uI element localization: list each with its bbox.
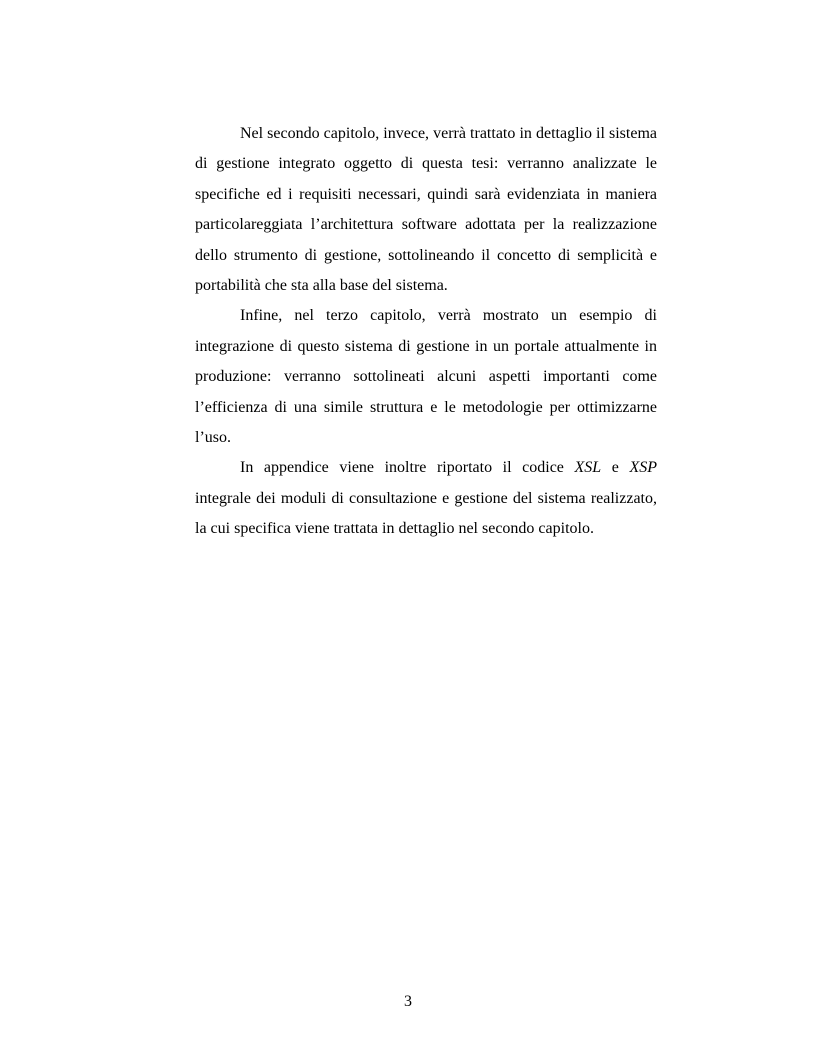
paragraph-text: Nel secondo capitolo, invece, verrà trattato in dettaglio il sistema di gestione integrato oggetto di questa tesi: verranno analizzate le specifiche ed i requisiti necessari, quindi sarà evidenziata in maniera particolareggiata l’architettura software adottata per la realizzazione dello strumento di gestione, sottolineando il concetto di semplicità e portabilità che sta alla base del sistema. (195, 125, 657, 295)
paragraph-text: e (601, 459, 630, 477)
paragraph-text: integrale dei moduli di consultazione e gestione del sistema realizzato, la cui specifica viene trattata in dettaglio nel secondo capitolo. (195, 489, 657, 538)
paragraph-text: In appendice viene inoltre riportato il codice (240, 459, 575, 477)
paragraph-third-chapter (195, 301, 657, 453)
xsl-term: XSL (574, 459, 602, 477)
paragraph-appendix (195, 453, 657, 544)
paragraph-second-chapter (195, 119, 657, 301)
page-number: 3 (404, 993, 412, 1010)
body-text (195, 119, 657, 545)
xsp-term: XSP (629, 459, 657, 477)
paragraph-text: Infine, nel terzo capitolo, verrà mostrato un esempio di integrazione di questo sistema di gestione in un portale attualmente in produzione: verranno sottolineati alcuni aspetti importanti come l’efficienza di una simile struttura e le metodologie per ottimizzarne l’uso. (195, 307, 657, 447)
